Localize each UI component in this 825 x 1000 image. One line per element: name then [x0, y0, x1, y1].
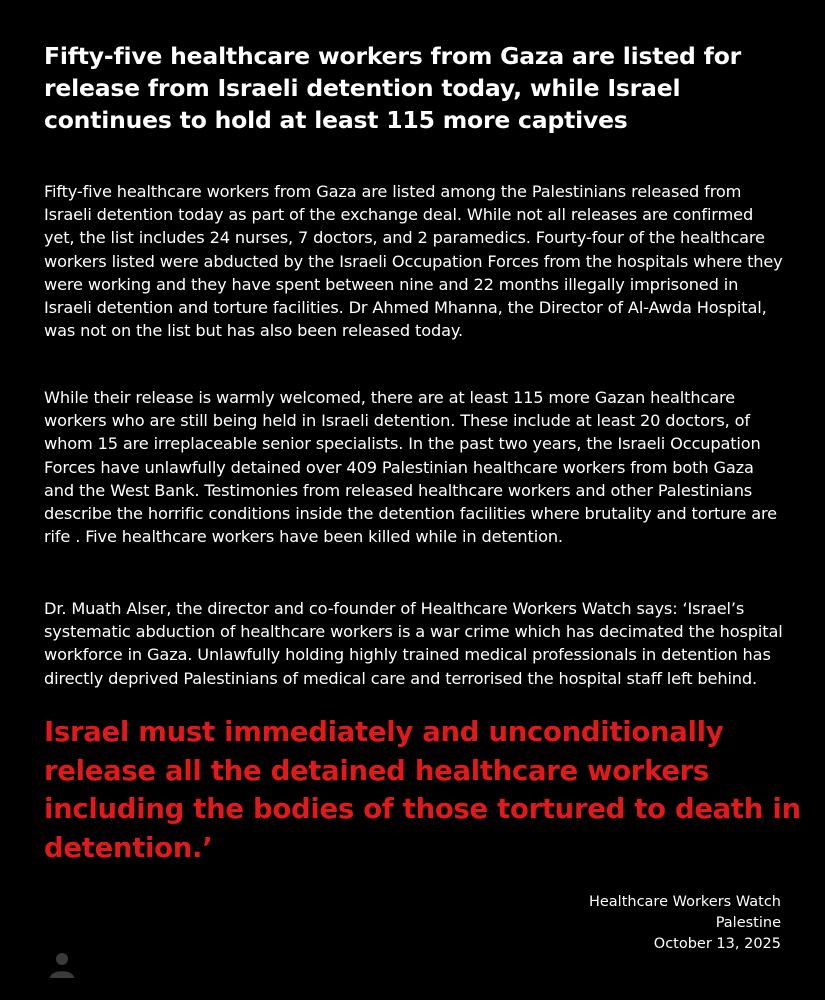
person-avatar-icon[interactable]: [49, 951, 75, 979]
paragraph-director-quote: Dr. Muath Alser, the director and co-founder of Healthcare Workers Watch says: ‘Israel’s systematic abduction of healthcare workers is a war crime which has decimated the hospital workforce in Gaza. Unlawfully holding highly trained medical professionals in detention has directly deprived Palestinians of medical care and terrorised the hospital staff left behind.: [44, 599, 783, 688]
signature-block: [589, 892, 781, 955]
headline: Fifty-five healthcare workers from Gaza are listed for release from Israeli detention today, while Israel continues to hold at least 115 more captives: [44, 42, 742, 134]
signature-date: October 13, 2025: [653, 936, 781, 952]
emphasis-quote: Israel must immediately and unconditionally release all the detained healthcare workers including the bodies of those tortured to death in detention.’: [44, 716, 801, 864]
paragraph-release-details: Fifty-five healthcare workers from Gaza are listed among the Palestinians released from Israeli detention today as part of the exchange deal. While not all releases are confirmed yet, the list includes 24 nurses, 7 doctors, and 2 paramedics. Fourty-four of the healthcare workers listed were abducted by the Israeli Occupation Forces from the hospitals where they were working and they have spent between nine and 22 months illegally imprisoned in Israeli detention and torture facilities. Dr Ahmed Mhanna, the Director of Al-Awda Hospital, was not on the list but has also been released today.: [44, 182, 783, 341]
paragraph-remaining-detainees: While their release is warmly welcomed, there are at least 115 more Gazan healthcare workers who are still being held in Israeli detention. These include at least 20 doctors, of whom 15 are irreplaceable senior specialists. In the past two years, the Israeli Occupation Forces have unlawfully detained over 409 Palestinian healthcare workers from both Gaza and the West Bank. Testimonies from released healthcare workers and other Palestinians describe the horrific conditions inside the detention facilities where brutality and torture are rife . Five healthcare workers have been killed while in detention.: [44, 388, 777, 547]
signature-organization: Healthcare Workers Watch: [588, 894, 781, 910]
signature-location: Palestine: [715, 915, 781, 931]
